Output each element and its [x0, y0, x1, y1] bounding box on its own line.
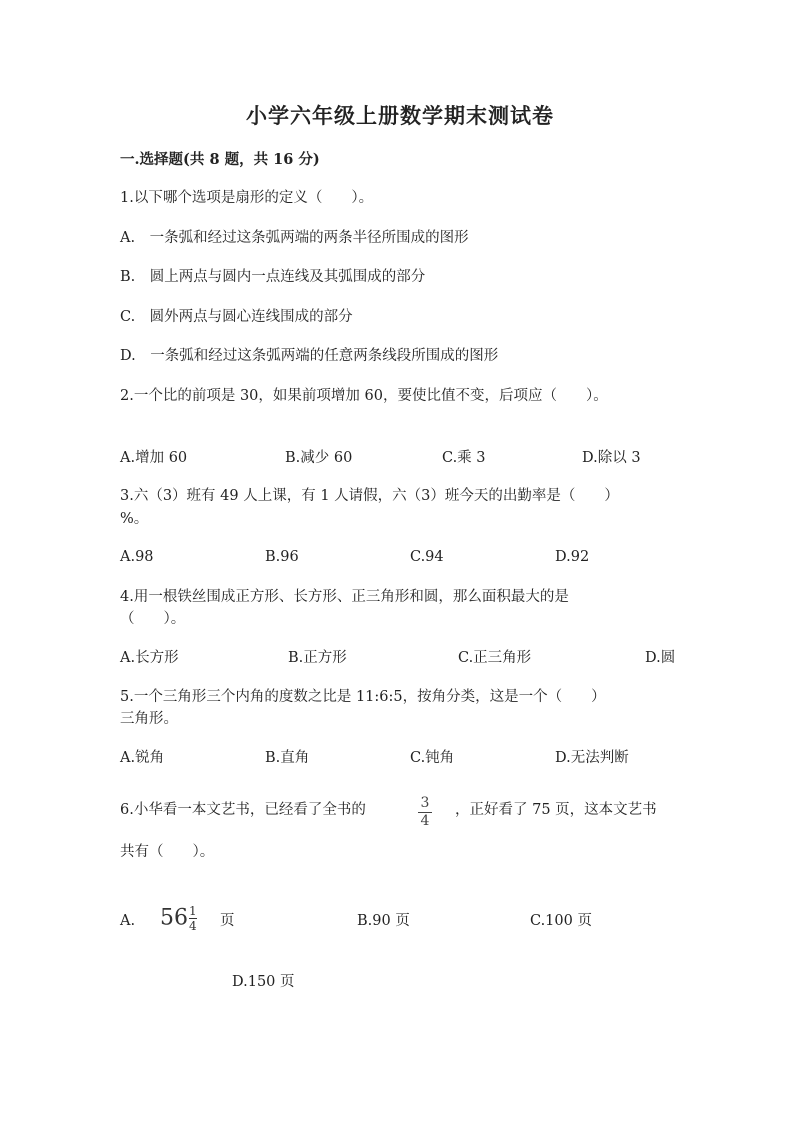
q1-stem: 1.以下哪个选项是扇形的定义（ ）。	[120, 190, 374, 206]
q4-option-b: B.正方形	[288, 650, 347, 666]
q2-stem: 2.一个比的前项是 30，如果前项增加 60，要使比值不变，后项应（ ）。	[120, 388, 608, 404]
q5-stem-line1: 5.一个三角形三个内角的度数之比是 11:6:5，按角分类，这是一个（ ）	[120, 689, 606, 705]
q5-option-b: B.直角	[265, 750, 310, 766]
q5-option-a: A.锐角	[120, 750, 165, 766]
mixed-number-denominator: 4	[189, 919, 197, 933]
q6-option-d: D.150 页	[232, 974, 295, 990]
q4-stem-line1: 4.用一根铁丝围成正方形、长方形、正三角形和圆，那么面积最大的是	[120, 589, 569, 605]
q1-option-b: B. 圆上两点与圆内一点连线及其弧围成的部分	[120, 269, 426, 285]
q6-option-a-unit: 页	[220, 913, 235, 929]
q2-option-c: C.乘 3	[442, 450, 486, 466]
mixed-number-numerator: 1	[189, 904, 197, 918]
q6-option-a-mixed-number	[160, 905, 197, 932]
q6-fraction	[418, 796, 432, 829]
q6-option-c: C.100 页	[530, 913, 592, 929]
q5-option-d: D.无法判断	[555, 750, 629, 766]
q3-stem-line2: %。	[120, 511, 149, 527]
q1-option-a: A. 一条弧和经过这条弧两端的两条半径所围成的图形	[120, 230, 469, 246]
q2-option-a: A.增加 60	[120, 450, 188, 466]
q3-option-d: D.92	[555, 549, 590, 565]
q3-option-b: B.96	[265, 549, 299, 565]
q5-option-c: C.钝角	[410, 750, 455, 766]
q6-option-a-label: A.	[120, 913, 136, 929]
q3-option-a: A.98	[120, 549, 154, 565]
q6-option-b: B.90 页	[357, 913, 410, 929]
mixed-number-whole: 56	[160, 905, 188, 931]
q5-stem-line2: 三角形。	[120, 711, 178, 727]
q6-fraction-numerator: 3	[420, 795, 430, 811]
mixed-number-fraction	[189, 905, 197, 932]
page-title: 小学六年级上册数学期末测试卷	[246, 103, 554, 128]
q6-stem-pre: 6.小华看一本文艺书，已经看了全书的	[120, 802, 366, 818]
q4-stem-line2: （ ）。	[120, 611, 186, 627]
q1-option-c: C. 圆外两点与圆心连线围成的部分	[120, 309, 353, 325]
q1-option-d: D. 一条弧和经过这条弧两端的任意两条线段所围成的图形	[120, 348, 499, 364]
q3-stem-line1: 3.六（3）班有 49 人上课，有 1 人请假，六（3）班今天的出勤率是（ ）	[120, 488, 619, 504]
q4-option-a: A.长方形	[120, 650, 179, 666]
q6-stem-post: ，正好看了 75 页，这本文艺书	[455, 802, 657, 818]
q4-option-d: D.圆	[645, 650, 676, 666]
section-heading: 一.选择题(共 8 题，共 16 分)	[120, 151, 320, 168]
q6-fraction-denominator: 4	[420, 813, 430, 829]
q2-option-d: D.除以 3	[582, 450, 641, 466]
q6-stem-line2: 共有（ ）。	[120, 844, 215, 860]
q4-option-c: C.正三角形	[458, 650, 532, 666]
q2-option-b: B.减少 60	[285, 450, 353, 466]
q3-option-c: C.94	[410, 549, 444, 565]
